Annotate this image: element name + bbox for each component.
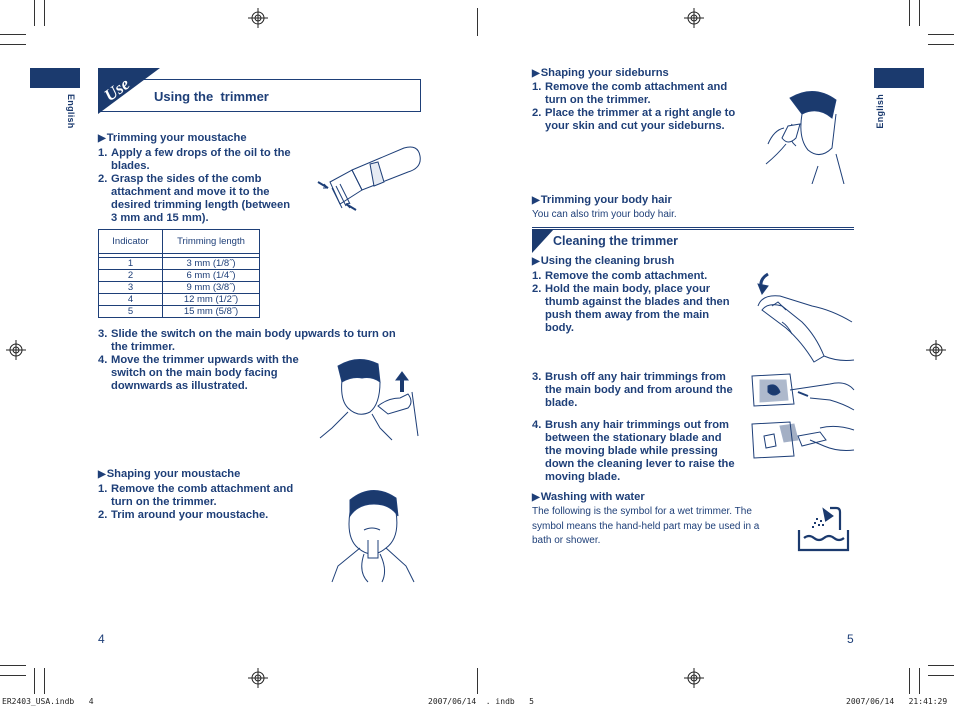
step-text: Place the trimmer at a right angle to: [545, 107, 736, 119]
brushing-main-body-illustration: [750, 370, 856, 416]
step-text: turn on the trimmer.: [545, 94, 651, 106]
trimmer-comb-illustration: [312, 142, 424, 220]
step-text: attachment and move it to the: [111, 186, 270, 198]
step-text: blade.: [545, 397, 578, 409]
step-text: Brush off any hair trimmings from: [545, 371, 726, 383]
registration-mark-icon: [6, 340, 26, 360]
step-number: 2.: [532, 107, 542, 119]
washing-text-line: The following is the symbol for a wet trimmer. The: [532, 506, 752, 517]
step-line: [532, 322, 752, 335]
step-text: moving blade.: [545, 471, 621, 483]
step-number: [532, 94, 545, 107]
step-text: your skin and cut your sideburns.: [545, 120, 725, 132]
table-header-indicator: Indicator: [99, 230, 163, 254]
step-line: [532, 94, 762, 107]
step-line: [98, 483, 313, 496]
step-text: Remove the comb attachment and: [545, 81, 728, 93]
step-line: [98, 186, 313, 199]
footer-left: ER2403_USA.indb 4: [2, 697, 94, 706]
step-text: downwards as illustrated.: [111, 380, 248, 392]
step-line: [98, 328, 418, 341]
brushing-blades-illustration: [750, 416, 856, 468]
step-number: 2.: [98, 509, 108, 521]
step-number: 2.: [532, 283, 542, 295]
step-text: blades.: [111, 160, 150, 172]
step-line: [532, 471, 752, 484]
length-cell: 3 mm (1/8˝): [163, 258, 260, 270]
step-text: the moving blade while pressing: [545, 445, 718, 457]
step-line: [532, 120, 762, 133]
step-number: 2.: [98, 173, 108, 185]
step-number: [532, 296, 545, 309]
shower-bath-icon: [796, 506, 852, 554]
steps-list-brush-4: [532, 419, 752, 484]
step-number: [532, 397, 545, 410]
step-line: [532, 397, 752, 410]
washing-heading: ▶Washing with water: [532, 491, 645, 503]
table-row: [99, 294, 260, 306]
step-number: [98, 160, 111, 173]
step-text: thumb against the blades and then: [545, 296, 730, 308]
trimming-length-table: [98, 229, 260, 318]
step-line: [98, 212, 313, 225]
registration-mark-icon: [684, 668, 704, 688]
footer-center: 2007/06/14 . indb 5: [428, 697, 534, 706]
language-tab-label: English: [875, 94, 885, 129]
step-line: [98, 173, 313, 186]
indicator-cell: 4: [99, 294, 163, 306]
washing-text-line: symbol means the hand-held part may be used in a: [532, 520, 760, 532]
step-line: [532, 296, 752, 309]
step-text: Trim around your moustache.: [111, 509, 269, 521]
length-cell: 6 mm (1/4˝): [163, 270, 260, 282]
body-hair-heading: ▶Trimming your body hair: [532, 194, 672, 206]
language-tab-label: English: [66, 94, 76, 129]
step-number: [98, 186, 111, 199]
step-number: 4.: [98, 354, 108, 366]
step-number: 1.: [98, 147, 108, 159]
step-text: Remove the comb attachment and: [111, 483, 294, 495]
step-text: between the stationary blade and: [545, 432, 722, 444]
step-number: [532, 309, 545, 322]
page-number-left: 4: [98, 632, 105, 646]
step-number: 3.: [98, 328, 108, 340]
cleaning-header-triangle: [532, 229, 554, 253]
step-line: [532, 107, 762, 120]
page-number-right: 5: [847, 632, 854, 646]
steps-list-a: [98, 147, 313, 225]
indicator-cell: 2: [99, 270, 163, 282]
step-line: [532, 309, 752, 322]
step-number: 1.: [98, 483, 108, 495]
cleaning-header-line: [532, 227, 854, 228]
registration-mark-icon: [248, 668, 268, 688]
washing-text-line: bath or shower.: [532, 535, 601, 546]
man-sideburns-illustration: [762, 84, 856, 184]
step-line: [98, 199, 313, 212]
step-number: [532, 471, 545, 484]
step-text: body.: [545, 322, 575, 334]
step-line: [532, 384, 752, 397]
step-number: [532, 384, 545, 397]
step-number: [532, 445, 545, 458]
steps-list-brush-3: [532, 371, 752, 410]
step-text: 3 mm and 15 mm).: [111, 212, 209, 224]
step-number: 1.: [532, 270, 542, 282]
section-title: Using the trimmer: [154, 89, 269, 104]
language-tab: [30, 68, 80, 88]
steps-list-brush: [532, 270, 752, 335]
hand-push-blade-illustration: [752, 266, 856, 368]
step-text: Slide the switch on the main body upwards to turn on: [111, 328, 396, 340]
section-badge: Use: [100, 74, 134, 106]
body-hair-text: You can also trim your body hair.: [532, 209, 677, 220]
brush-heading: ▶Using the cleaning brush: [532, 255, 675, 267]
registration-mark-icon: [248, 8, 268, 28]
washing-text: [532, 505, 792, 549]
step-text: down the cleaning lever to raise the: [545, 458, 735, 470]
step-text: push them away from the main: [545, 309, 710, 321]
step-text: Hold the main body, place your: [545, 283, 711, 295]
step-line: [98, 496, 313, 509]
step-number: [98, 380, 111, 393]
step-number: [98, 496, 111, 509]
moustache-heading: ▶Trimming your moustache: [98, 132, 247, 144]
step-line: [532, 371, 752, 384]
steps-list-sideburns: [532, 81, 762, 133]
step-line: [532, 445, 752, 458]
step-line: [532, 458, 752, 471]
step-text: desired trimming length (between: [111, 199, 291, 211]
man-front-face-illustration: [328, 482, 420, 586]
indicator-cell: 3: [99, 282, 163, 294]
step-line: [98, 509, 313, 522]
step-text: the main body and from around the: [545, 384, 733, 396]
step-line: [532, 81, 762, 94]
step-text: turn on the trimmer.: [111, 496, 217, 508]
table-row: [99, 258, 260, 270]
step-line: [532, 283, 752, 296]
step-text: Move the trimmer upwards with the: [111, 354, 299, 366]
step-number: [532, 322, 545, 335]
step-text: switch on the main body facing: [111, 367, 278, 379]
step-line: [98, 160, 313, 173]
cleaning-title: Cleaning the trimmer: [553, 234, 679, 248]
step-number: 1.: [532, 81, 542, 93]
step-number: [532, 120, 545, 133]
step-number: [98, 212, 111, 225]
step-line: [532, 270, 752, 283]
table-row: [99, 282, 260, 294]
indicator-cell: 5: [99, 306, 163, 318]
step-number: 3.: [532, 371, 542, 383]
step-text: Brush any hair trimmings out from: [545, 419, 729, 431]
step-number: [532, 432, 545, 445]
footer-right: 2007/06/14 21:41:29: [846, 697, 948, 706]
registration-mark-icon: [684, 8, 704, 28]
cleaning-header-line: [532, 229, 854, 230]
shaping-moustache-heading: ▶Shaping your moustache: [98, 468, 241, 480]
indicator-cell: 1: [99, 258, 163, 270]
table-row: [99, 306, 260, 318]
man-trimming-moustache-illustration: [318, 352, 422, 442]
step-line: [98, 147, 313, 160]
step-number: 4.: [532, 419, 542, 431]
sideburns-heading: ▶Shaping your sideburns: [532, 67, 669, 79]
table-row: [99, 270, 260, 282]
step-number: [532, 458, 545, 471]
language-tab: [874, 68, 924, 88]
registration-mark-icon: [926, 340, 946, 360]
step-text: Remove the comb attachment.: [545, 270, 708, 282]
table-header-length: Trimming length: [163, 230, 260, 254]
step-line: [532, 432, 752, 445]
length-cell: 12 mm (1/2˝): [163, 294, 260, 306]
steps-list-c: [98, 483, 313, 522]
length-cell: 9 mm (3/8˝): [163, 282, 260, 294]
step-number: [98, 341, 111, 354]
step-number: [98, 367, 111, 380]
length-cell: 15 mm (5/8˝): [163, 306, 260, 318]
step-line: [532, 419, 752, 432]
step-text: the trimmer.: [111, 341, 176, 353]
step-number: [98, 199, 111, 212]
step-text: Apply a few drops of the oil to the: [111, 147, 291, 159]
step-text: Grasp the sides of the comb: [111, 173, 262, 185]
